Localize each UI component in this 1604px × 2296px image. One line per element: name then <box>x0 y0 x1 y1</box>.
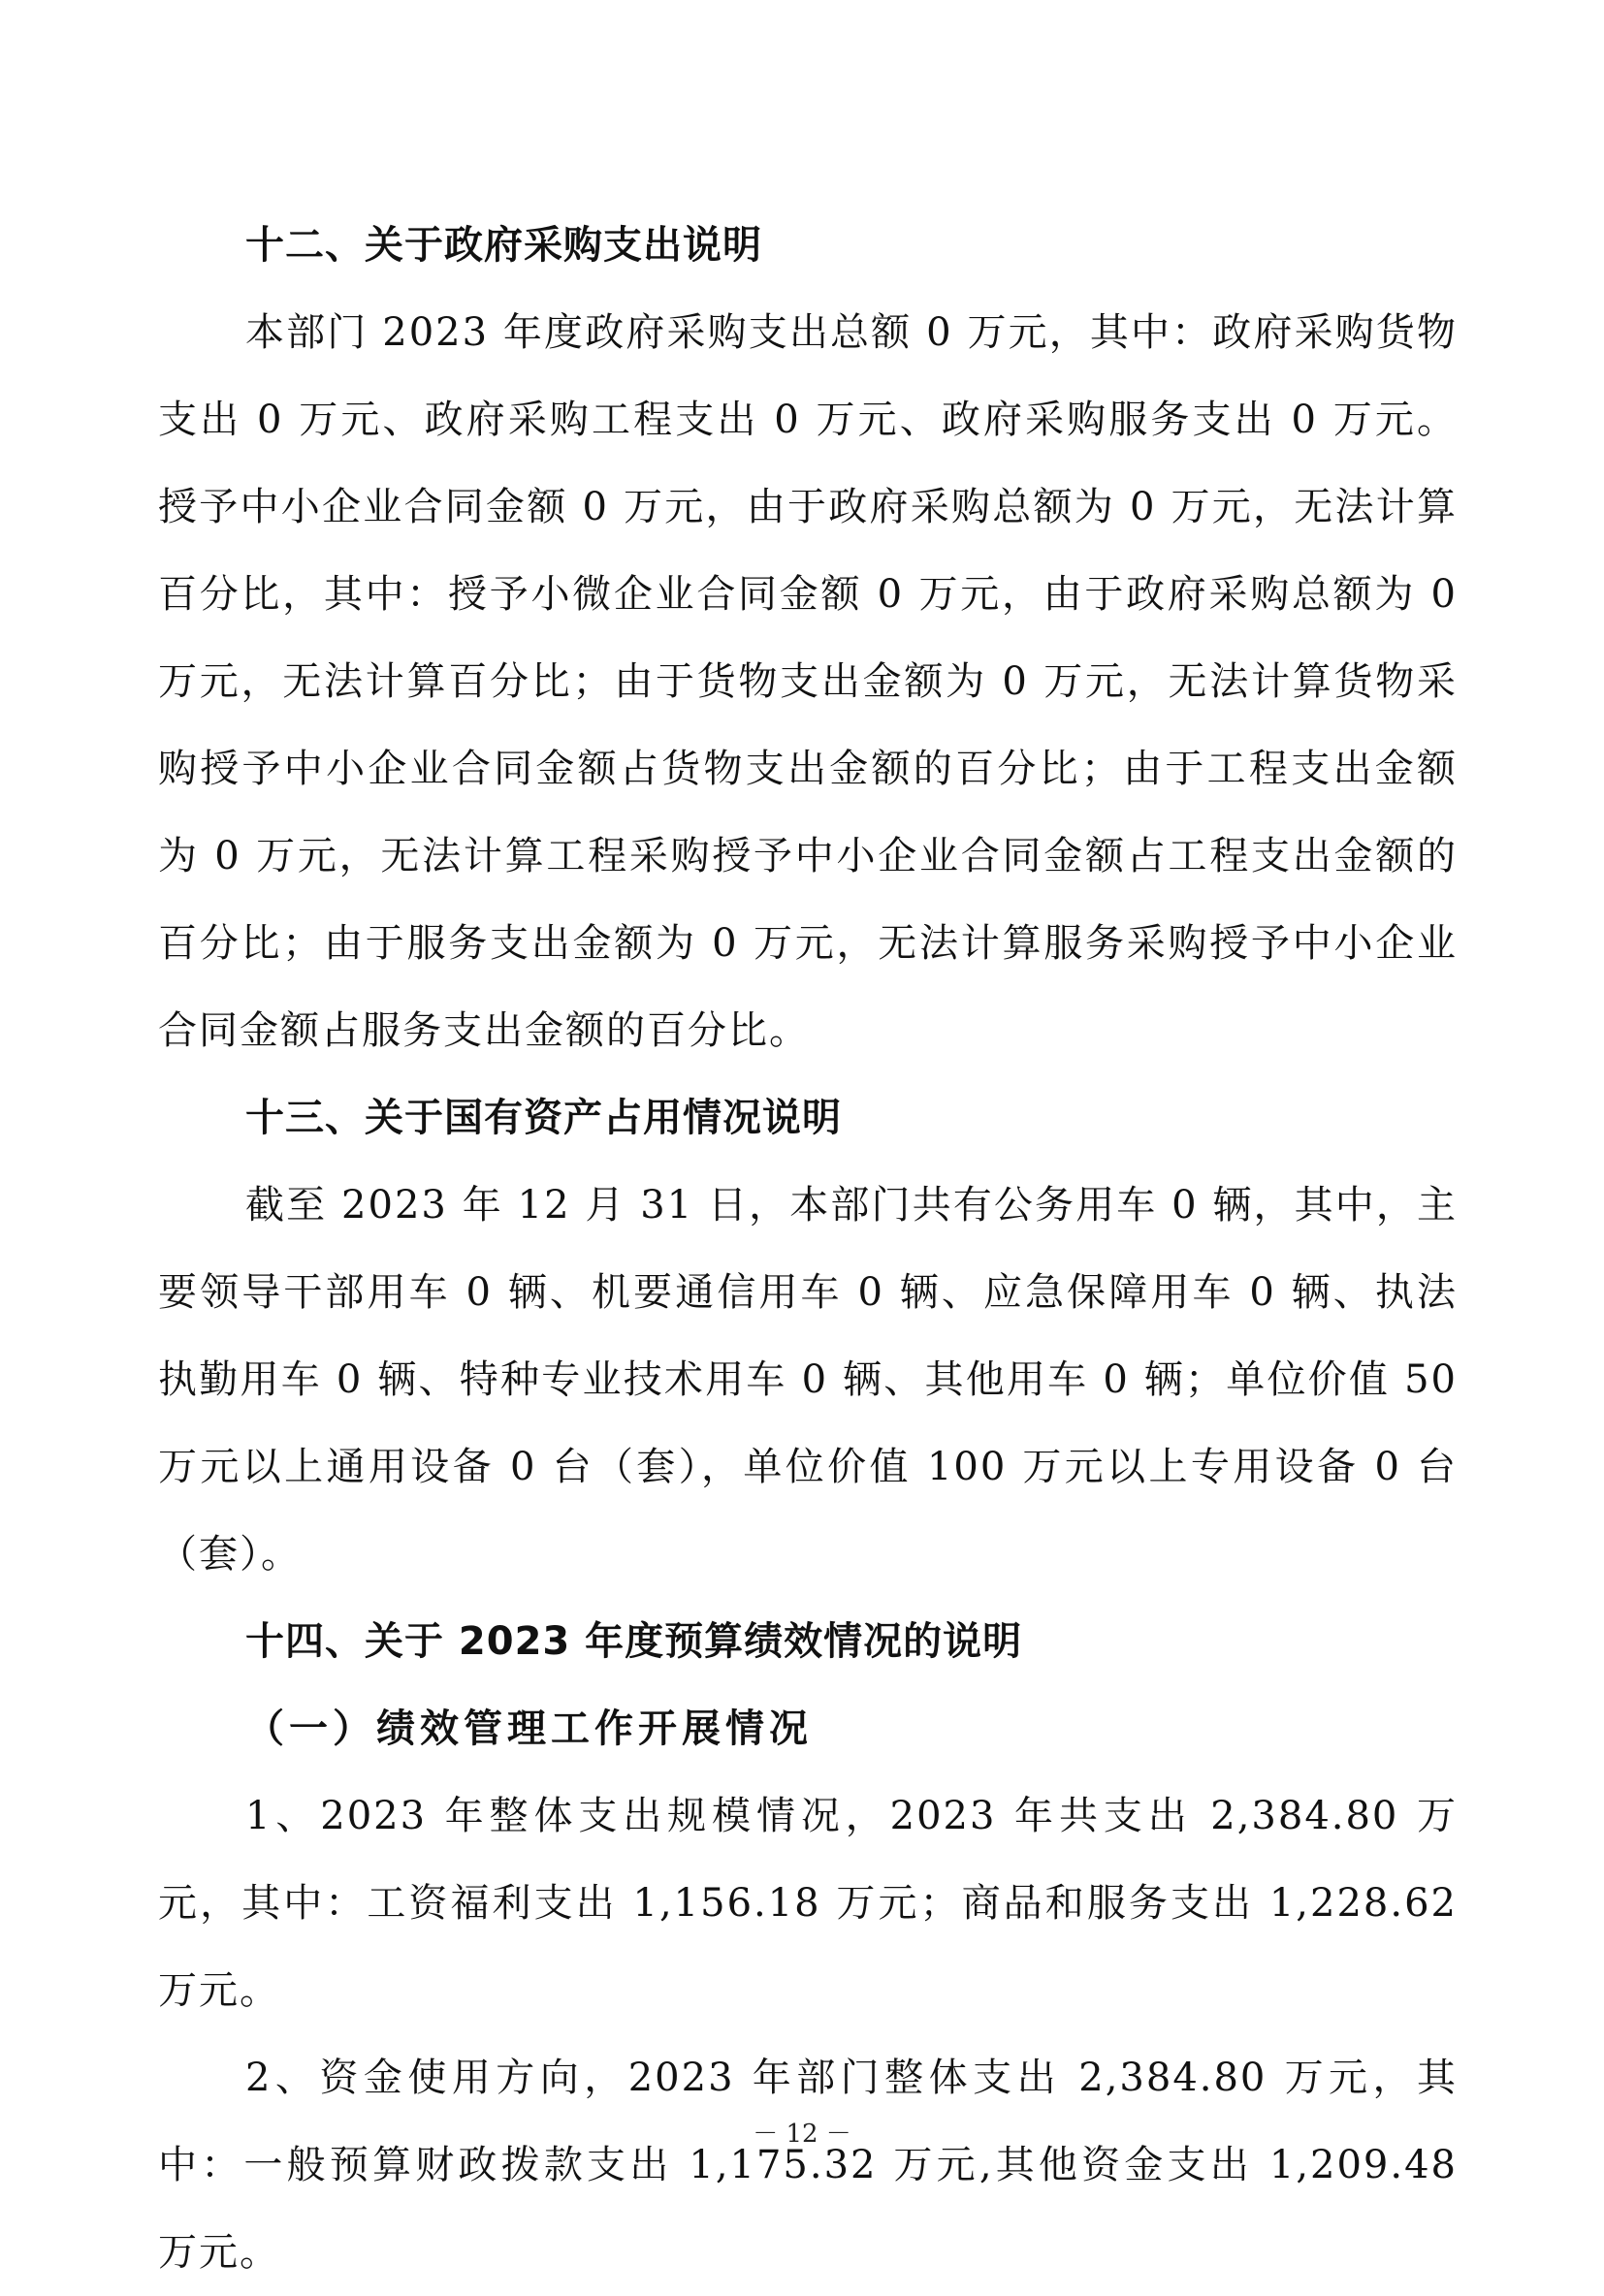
section-heading-14: 十四、关于 2023 年度预算绩效情况的说明 <box>245 1619 1023 1664</box>
section-heading-13: 十三、关于国有资产占用情况说明 <box>245 1096 842 1140</box>
paragraph-fund-usage: 2、资金使用方向，2023 年部门整体支出 2,384.80 万元，其中：一般预算财政拨款支出 1,175.32 万元,其他资金支出 1,209.48 万元。 <box>158 2056 1458 2275</box>
page-number: － 12 － <box>753 2120 851 2149</box>
paragraph-procurement: 本部门 2023 年度政府采购支出总额 0 万元，其中：政府采购货物支出 0 万元、政府采购工程支出 0 万元、政府采购服务支出 0 万元。授予中小企业合同金额 0 万元，由于政府采购总额为 0 万元，无法计算百分比，其中：授予小微企业合同金额 0 万元，由于政府采购总额为 0 万元，无法计算百分比；由于货物支出金额为 0 万元，无法计算货物采购授予中小企业合同金额占货物支出金额的百分比；由于工程支出金额为 0 万元，无法计算工程采购授予中小企业合同金额占工程支出金额的百分比；由于服务支出金额为 0 万元，无法计算服务采购授予中小企业合同金额占服务支出金额的百分比。 <box>158 310 1458 1053</box>
paragraph-spending-scale: 1、2023 年整体支出规模情况，2023 年共支出 2,384.80 万元，其中：工资福利支出 1,156.18 万元；商品和服务支出 1,228.62 万元。 <box>158 1794 1458 2013</box>
section-heading-12: 十二、关于政府采购支出说明 <box>245 223 762 268</box>
document-body <box>158 202 1458 2296</box>
paragraph-state-assets: 截至 2023 年 12 月 31 日，本部门共有公务用车 0 辆，其中，主要领导干部用车 0 辆、机要通信用车 0 辆、应急保障用车 0 辆、执法执勤用车 0 辆、特种专业技术用车 0 辆、其他用车 0 辆；单位价值 50 万元以上通用设备 0 台（套），单位价值 100 万元以上专用设备 0 台（套）。 <box>158 1183 1458 1577</box>
subsection-heading-1: （一）绩效管理工作开展情况 <box>245 1706 813 1751</box>
